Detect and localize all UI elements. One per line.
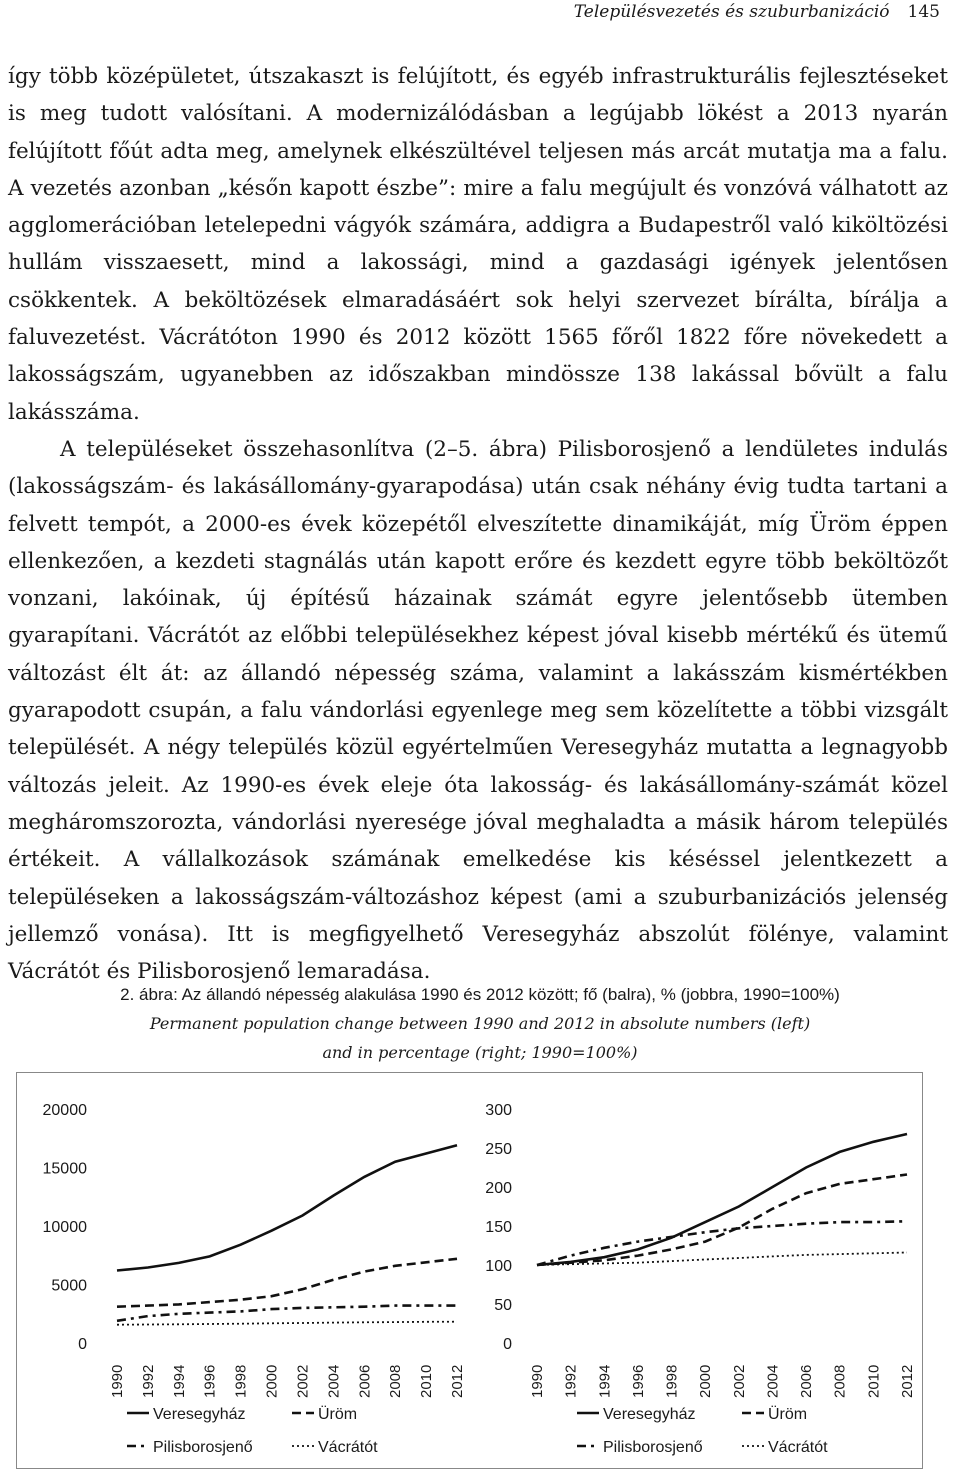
legend-label: Pilisborosjenő [603, 1439, 703, 1456]
series-line-üröm [537, 1175, 907, 1266]
body-text [8, 58, 948, 990]
series-line-vácrátót [117, 1322, 457, 1325]
caption-hungarian: 2. ábra: Az állandó népesség alakulása 1990 és 2012 között; fő (balra), % (jobbra, 1990=100%) [120, 985, 840, 1004]
caption-english-1: Permanent population change between 1990 and 2012 in absolute numbers (left) [149, 1014, 811, 1033]
x-tick-label: 1990 [529, 1364, 546, 1398]
running-header [574, 2, 940, 22]
x-tick-label: 1998 [232, 1364, 250, 1398]
series-line-veresegyház [537, 1134, 907, 1265]
legend-label: Üröm [768, 1406, 808, 1423]
figure-caption [0, 980, 960, 1067]
x-tick-label: 2006 [356, 1364, 374, 1398]
y-tick-label: 0 [78, 1336, 87, 1353]
x-tick-label: 2002 [730, 1364, 748, 1398]
x-tick-label: 1998 [663, 1364, 681, 1398]
x-tick-label: 1990 [109, 1364, 126, 1398]
x-tick-label: 2008 [831, 1364, 849, 1398]
x-tick-label: 1996 [629, 1364, 647, 1398]
legend-label: Üröm [318, 1406, 358, 1423]
x-tick-label: 1992 [139, 1364, 157, 1398]
x-tick-label: 1994 [596, 1364, 614, 1398]
legend-label: Vácrátót [768, 1439, 828, 1456]
x-tick-label: 2002 [294, 1364, 312, 1398]
x-tick-label: 2004 [764, 1364, 782, 1398]
y-tick-label: 100 [485, 1258, 512, 1275]
x-tick-label: 1992 [562, 1364, 580, 1398]
y-tick-label: 200 [485, 1180, 512, 1197]
y-tick-label: 15000 [42, 1160, 87, 1178]
x-tick-label: 2008 [387, 1364, 405, 1398]
x-tick-label: 2010 [865, 1364, 883, 1398]
paragraph-2: A településeket összehasonlítva (2–5. ábra) Pilisborosjenő a lendületes indulás (lakosságszám- és lakásállomány-gyarapodása) után csak néhány évig tudta tartani a felvett tempót, a 2000-es évek közepétől elveszítette dinamikáját, míg Üröm éppen ellenkezően, a kezdeti stagnálás után kapott erőre és kezdett egyre több beköltözőt vonzani, lakóinak, új építésű házainak számát egyre jelentősebb ütemben gyarapítani. Vácrátót az előbbi településekhez képest jóval kisebb mértékű és ütemű változást élt át: az állandó népesség száma, valamint a lakásszám kismértékben gyarapodott csupán, a falu vándorlási egyenlege meg sem közelítette a többi vizsgált települését. A négy település közül egyértelműen Veresegyház mutatta a legnagyobb változás jeleit. Az 1990-es évek eleje óta lakosság- és lakásállomány-számát közel megháromszorozta, vándorlási nyeresége jóval meghaladta a másik három település értékeit. A vállalkozások számának emelkedése kis késéssel jelentkezett a településeken a lakosságszám-változáshoz képest (ami a szuburbanizációs jelenség jellemző vonása). Itt is megfigyelhető Veresegyház abszolút fölénye, valamint Vácrátót és Pilisborosjenő lemaradása. [8, 436, 948, 985]
charts-svg [17, 1073, 922, 1468]
running-title: Településvezetés és szuburbanizáció [573, 2, 890, 22]
y-tick-label: 0 [503, 1336, 512, 1353]
y-tick-label: 5000 [51, 1277, 87, 1295]
y-tick-label: 20000 [42, 1102, 87, 1119]
x-tick-label: 2010 [418, 1364, 436, 1398]
caption-english-2: and in percentage (right; 1990=100%) [322, 1043, 638, 1062]
x-tick-label: 2004 [325, 1364, 343, 1398]
y-tick-label: 250 [485, 1141, 512, 1158]
x-tick-label: 1994 [170, 1364, 188, 1398]
x-tick-label: 2000 [697, 1364, 715, 1398]
legend-label: Vácrátót [318, 1439, 378, 1456]
y-tick-label: 50 [494, 1297, 512, 1314]
paragraph-1: így több középületet, útszakaszt is felújított, és egyéb infrastrukturális fejlesztéseket is meg tudott valósítani. A modernizálódásban a legújabb lökést a 2013 nyarán felújított főút adta meg, amelynek elkészültével teljesen más arcát mutatja ma a falu. A vezetés azonban „későn kapott észbe”: mire a falu megújult és vonzóvá válhatott az agglomerációban letelepedni vágyók számára, addigra a Budapestről való kiköltözési hullám visszaesett, mind a lakossági, mind a gazdasági igények jelentősen csökkentek. A beköltözések elmaradásáért sok helyi szervezet bírálta, bírálja a faluvezetést. Vácrátóton 1990 és 2012 között 1565 főről 1822 főre növekedett a lakosságszám, ugyanebben az időszakban mindössze 138 lakással bővült a falu lakásszáma. [8, 64, 948, 425]
x-tick-label: 2012 [899, 1364, 916, 1398]
x-tick-label: 2012 [449, 1364, 466, 1398]
series-line-pilisborosjenő [117, 1306, 457, 1321]
legend-label: Veresegyház [153, 1406, 246, 1423]
chart-figure [16, 1072, 923, 1469]
x-tick-label: 1996 [201, 1364, 219, 1398]
legend-label: Veresegyház [603, 1406, 696, 1423]
x-tick-label: 2000 [263, 1364, 281, 1398]
y-tick-label: 150 [485, 1219, 512, 1236]
y-tick-label: 300 [485, 1102, 512, 1119]
y-tick-label: 10000 [42, 1219, 87, 1236]
legend-label: Pilisborosjenő [153, 1439, 253, 1456]
series-line-üröm [117, 1259, 457, 1307]
x-tick-label: 2006 [798, 1364, 816, 1398]
page-number: 145 [907, 2, 940, 22]
series-line-veresegyház [117, 1145, 457, 1270]
